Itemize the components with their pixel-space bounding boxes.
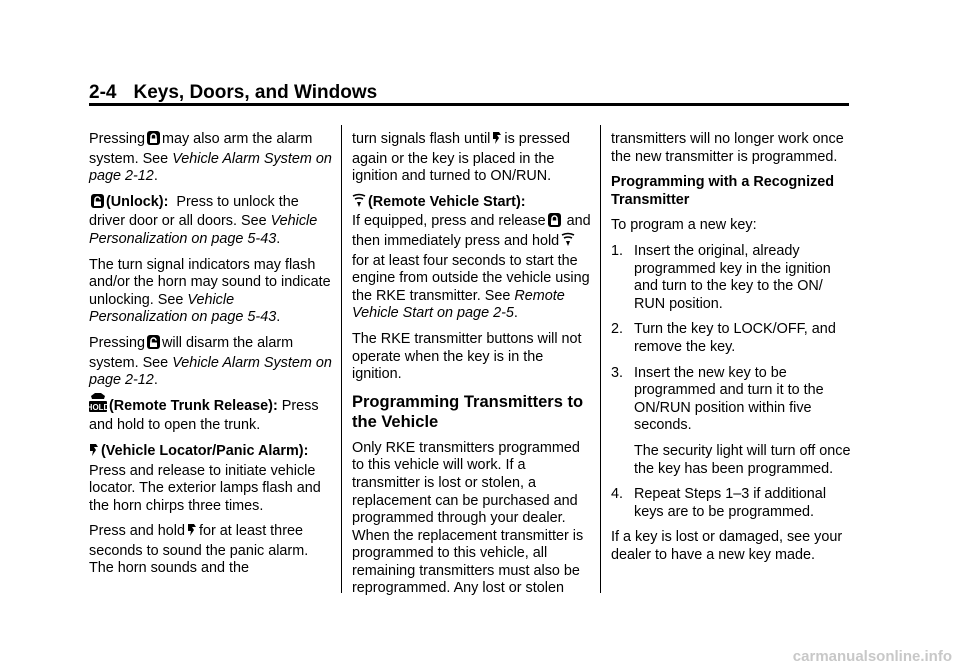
column-1: [86, 131, 334, 586]
list-item: 1. Insert the original, already programmed key in the ignition and turn to the key to the ON/ RUN position.: [611, 242, 831, 312]
paragraph-disarm: Pressing will disarm the alarm system. See Vehicle Alarm System on page 2-12.: [89, 334, 332, 389]
column-divider-2: [600, 125, 601, 593]
subheading-recognized-transmitter: Programming with a Recognized Transmitter: [611, 174, 835, 208]
list-item: 4. Repeat Steps 1–3 if additional keys are to be programmed.: [611, 486, 827, 520]
step-note: The security light will turn off once the key has been programmed.: [634, 442, 851, 477]
panic-horn-icon: [187, 523, 197, 543]
paragraph-turn-signals-flash: turn signals flash until is pressed again or the key is placed in the ignition and turned to ON/RUN.: [352, 131, 570, 185]
panic-horn-icon: [89, 443, 99, 463]
paragraph-lost-key: If a key is lost or damaged, see your dealer to have a new key made.: [611, 529, 843, 563]
link-vehicle-personalization[interactable]: Vehicle Personalization on page 5-43: [89, 213, 318, 247]
unlock-icon: [91, 194, 104, 214]
paragraph-trunk: HOLD (Remote Trunk Release): Press and hold to open the trunk.: [89, 392, 334, 435]
watermark: carmanualsonline.info: [792, 648, 952, 665]
unlock-icon: [147, 335, 160, 355]
paragraph-turn-signal: The turn signal indicators may flash and/or the horn may sound to indicate unlocking. See Vehicle Personalization on page 5-43.: [89, 256, 331, 326]
lock-icon: [147, 131, 160, 151]
link-remote-vehicle-start[interactable]: Remote Vehicle Start on page 2-5: [352, 287, 565, 322]
paragraph-lock-arm: Pressing may also arm the alarm system. See Vehicle Alarm System on page 2-12.: [89, 131, 332, 185]
paragraph-transmitters: transmitters will no longer work once the new transmitter is programmed.: [611, 131, 844, 165]
page-header: [89, 82, 377, 104]
link-vehicle-alarm-2[interactable]: Vehicle Alarm System on page 2-12: [89, 354, 332, 389]
panic-horn-icon: [492, 131, 502, 151]
link-vehicle-alarm[interactable]: Vehicle Alarm System on page 2-12: [89, 150, 332, 185]
link-vehicle-personalization-2[interactable]: Vehicle Personalization on page 5-43: [89, 291, 277, 326]
column-2: [352, 131, 592, 606]
remote-start-icon: [561, 233, 575, 253]
paragraph-remote-start: (Remote Vehicle Start): If equipped, press and release and then immediately press and holdfor at least four seconds to start the engine from outside the vehicle using the RKE transmitter. See Remote Vehicle Start on page 2-5.: [352, 193, 591, 322]
remote-start-icon: [352, 194, 366, 214]
paragraph-panic: (Vehicle Locator/Panic Alarm): Press and release to initiate vehicle locator. The exterior lamps flash and the horn chirps three times.: [89, 442, 321, 514]
list-item: 3. Insert the new key to be programmed and turn it to the ON/RUN position within five seconds.: [611, 364, 824, 434]
column-3: [611, 131, 851, 572]
paragraph-panic-hold: Press and hold for at least three seconds to sound the panic alarm. The horn sounds and the: [89, 523, 309, 577]
paragraph-unlock: (Unlock): Press to unlock the driver door or all doors. See Vehicle Personalization on page 5-43.: [89, 193, 318, 247]
list-item: 2. Turn the key to LOCK/OFF, and remove the key.: [611, 321, 836, 355]
page-number: 2-4: [89, 82, 117, 103]
header-rule: [89, 103, 849, 106]
lock-icon: [548, 213, 561, 233]
paragraph-rke-buttons: The RKE transmitter buttons will not operate when the key is in the ignition.: [352, 330, 582, 383]
svg-text:HOLD: HOLD: [86, 402, 110, 412]
paragraph-intro: To program a new key:: [611, 217, 757, 234]
column-divider-1: [341, 125, 342, 593]
paragraph-only-rke: Only RKE transmitters programmed to this vehicle will work. If a transmitter is lost or stolen, a replacement can be purchased and programmed through your dealer. When the replacement transmitter is programmed to this vehicle, all remaining transmitters must also be reprogrammed. Any lost or stolen: [352, 439, 584, 597]
trunk-icon: [86, 392, 110, 418]
section-heading-programming: Programming Transmitters to the Vehicle: [352, 392, 584, 431]
chapter-title: Keys, Doors, and Windows: [133, 82, 378, 103]
